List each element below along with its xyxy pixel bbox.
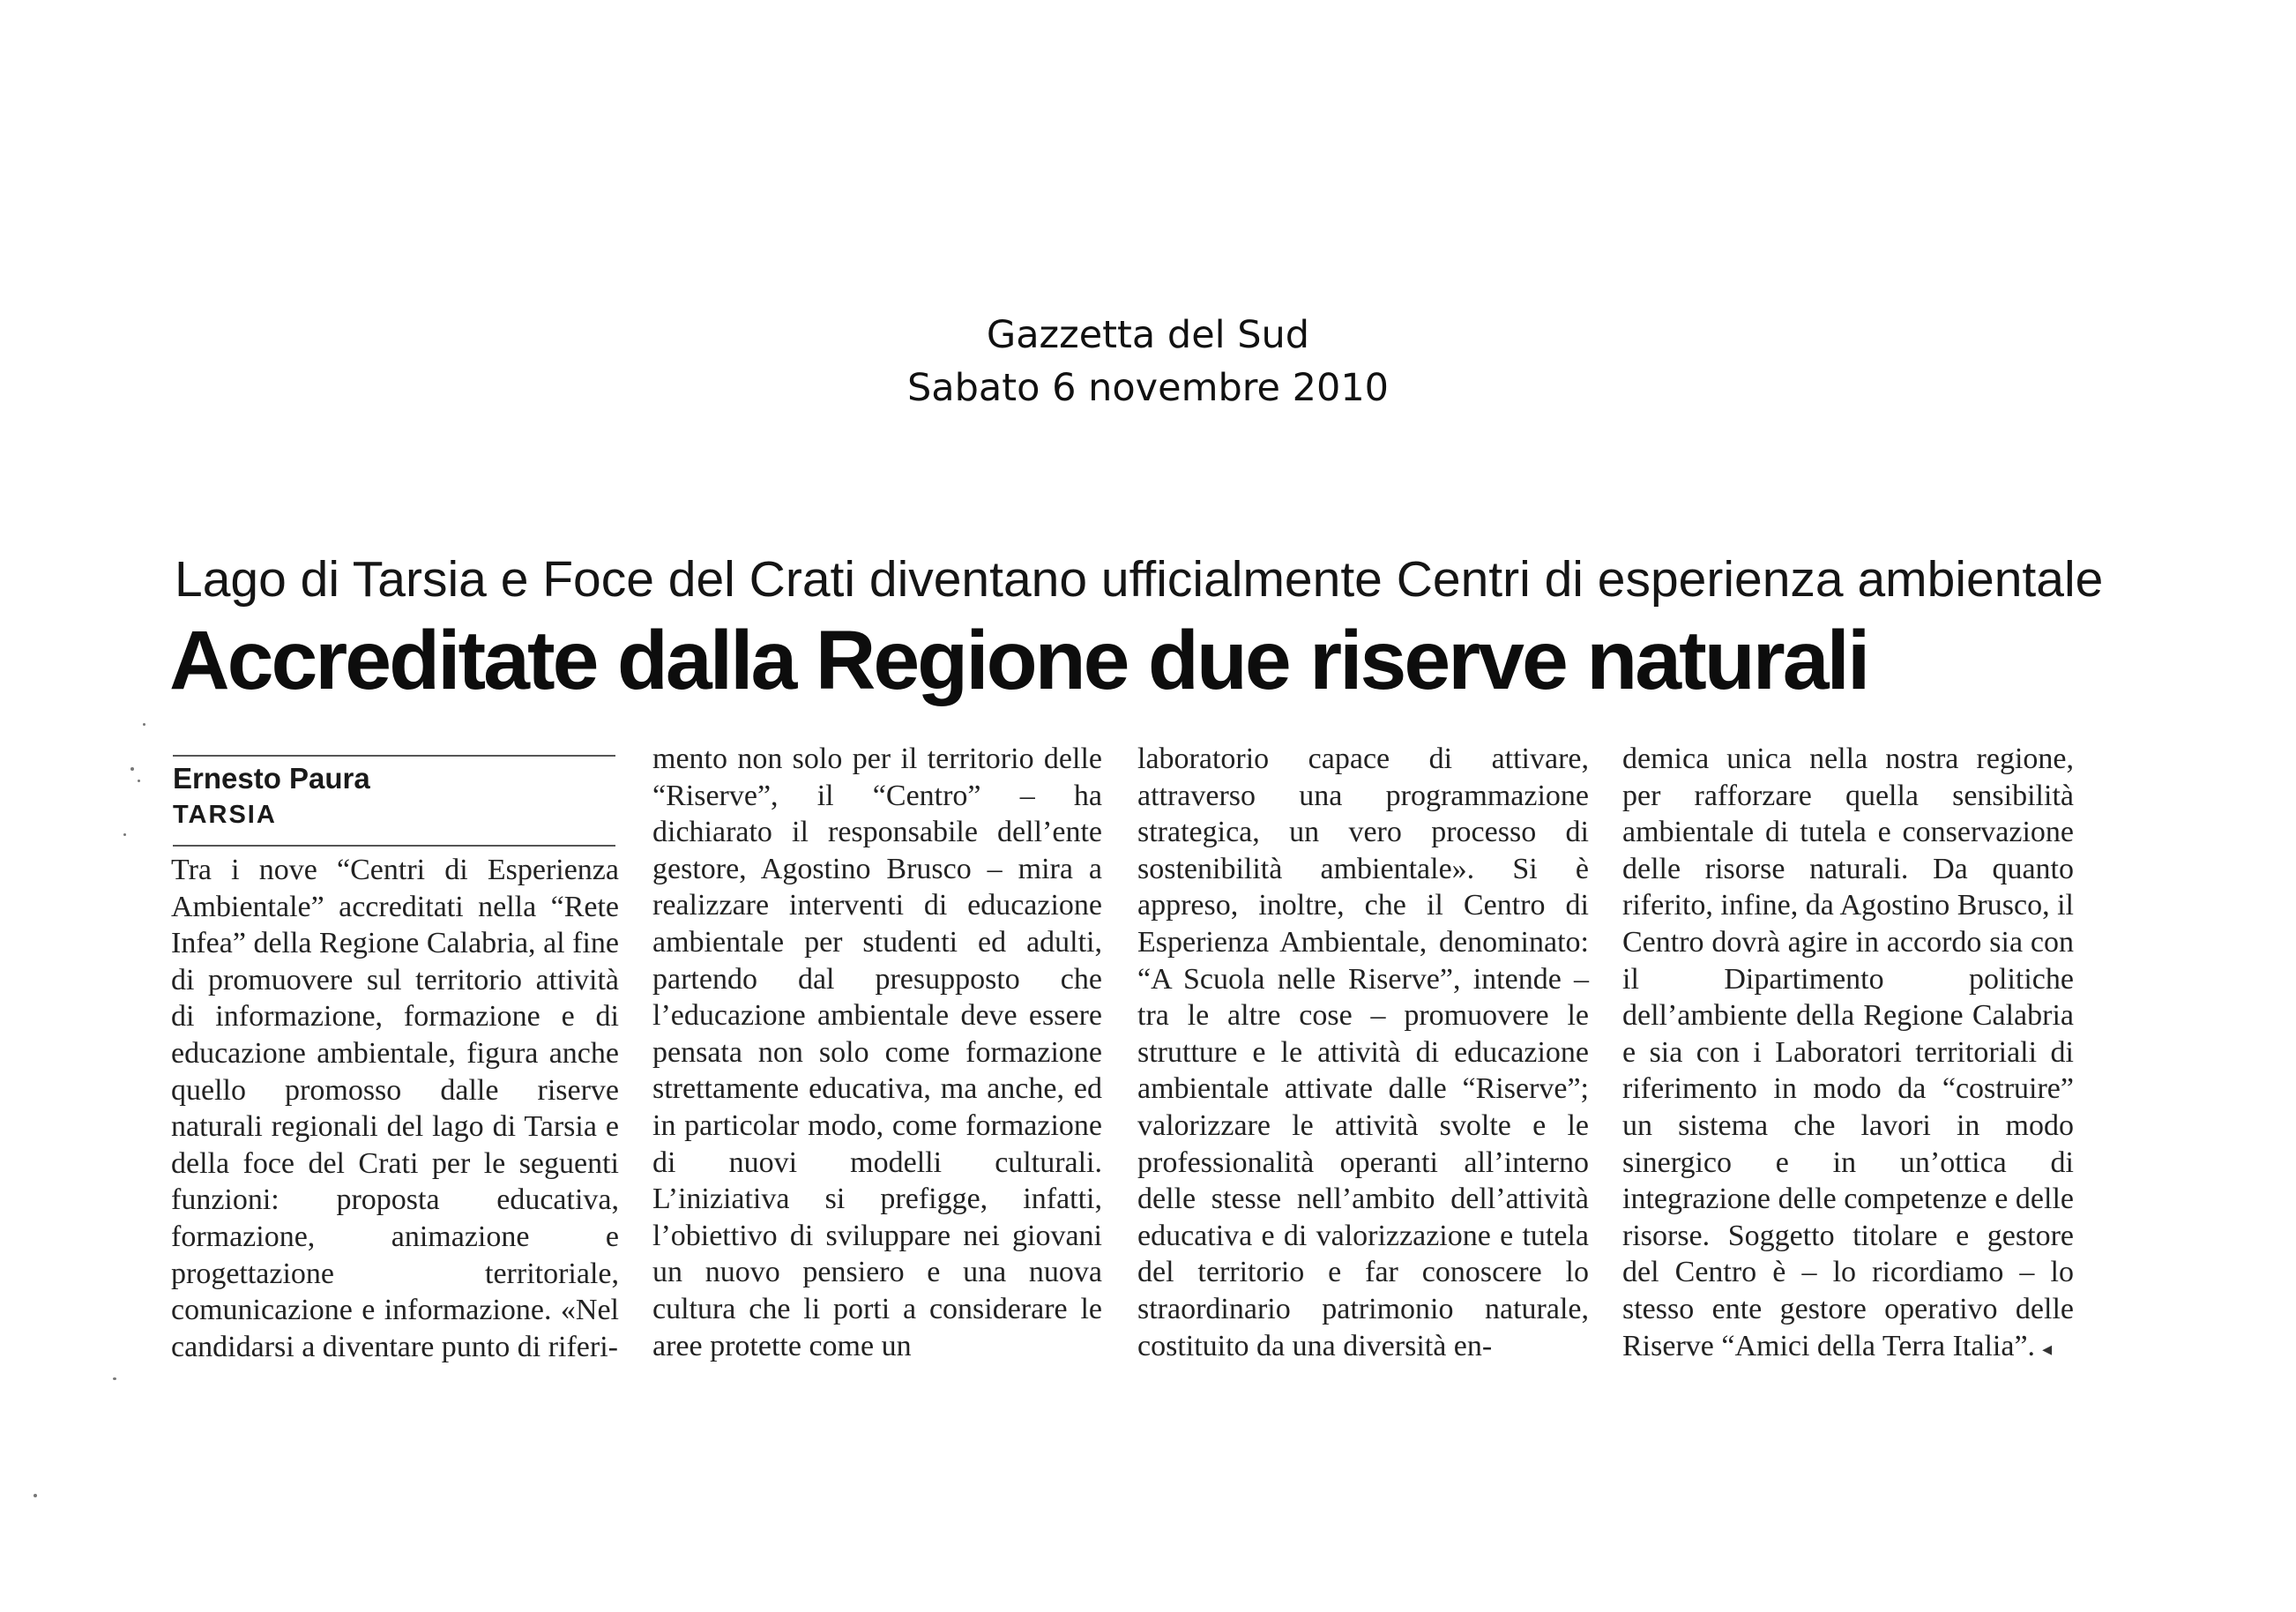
article-column-1: Tra i nove “Centri di Esperienza Ambientale” accreditati nella “Rete Infea” della Regione Calabria, al fine di promuovere sul territorio attività di informazione, formazione e di educazione ambientale, figura anche quello promosso dalle riserve naturali regionali del lago di Tarsia e della foce del Crati per le seguenti funzioni: proposta educativa, formazione, animazione e progettazione territoriale, comunicazione e informazione. «Nel candidarsi a diventare punto di riferi- — [171, 854, 619, 1363]
article-column-4 — [1622, 741, 2074, 1367]
end-of-article-mark: ◂ — [2042, 1337, 2053, 1360]
scan-speck — [143, 723, 145, 726]
byline-top-rule — [173, 755, 615, 757]
article-headline: Accreditate dalla Regione due riserve naturali — [169, 614, 1868, 707]
dateline-place: TARSIA — [173, 801, 277, 829]
article-kicker: Lago di Tarsia e Foce del Crati diventano ufficialmente Centri di esperienza ambientale — [175, 551, 2104, 608]
publication-name: Gazzetta del Sud — [986, 313, 1310, 357]
article-column-3: laboratorio capace di attivare, attraverso una programmazione strategica, un vero processo di sostenibilità ambientale». Si è appreso, inoltre, che il Centro di Esperienza Ambientale, denominato: “A Scuola nelle Riserve”, intende – tra le altre cose – promuovere le strutture e le attività di educazione ambientale attivate dalle “Riserve”; valorizzare le attività svolte e le professionalità operanti all’interno delle stesse nell’ambito dell’attività educativa e di valorizzazione e tutela del territorio e far conoscere lo straordinario patrimonio naturale, costituito da una diversità en- — [1137, 743, 1589, 1362]
article-column-4-text: demica unica nella nostra regione, per rafforzare quella sensibilità ambientale di tutela e conservazione delle risorse naturali. Da quanto riferito, infine, da Agostino Brusco, il Centro dovrà agire in accordo sia con il Dipartimento politiche dell’ambiente della Regione Calabria e sia con i Laboratori territoriali di riferimento in modo da “costruire” un sistema che lavori in modo sinergico e in un’ottica di integrazione delle competenze e delle risorse. Soggetto titolare e gestore del Centro è – lo ricordiamo – lo stesso ente gestore operativo delle Riserve “Amici della Terra Italia”. — [1622, 743, 2074, 1362]
source-caption — [0, 309, 2296, 414]
publication-date: Sabato 6 novembre 2010 — [906, 366, 1390, 410]
scan-speck — [34, 1494, 37, 1497]
byline — [173, 760, 370, 832]
scan-speck — [113, 1377, 116, 1380]
scan-speck — [138, 780, 140, 782]
article-column-2: mento non solo per il territorio delle “Riserve”, il “Centro” – ha dichiarato il responsabile dell’ente gestore, Agostino Brusco – mira a realizzare interventi di educazione ambientale per studenti ed adulti, partendo dal presupposto che l’educazione ambientale deve essere pensata non solo come formazione strettamente educativa, ma anche, ed in particolar modo, come formazione di nuovi modelli culturali. L’iniziativa si prefigge, infatti, l’obiettivo di sviluppare nei giovani un nuovo pensiero e una nuova cultura che li porti a considerare le aree protette come un — [652, 743, 1102, 1362]
scan-speck — [123, 833, 126, 836]
author-name: Ernesto Paura — [173, 762, 370, 795]
byline-bottom-rule — [173, 845, 615, 847]
scan-speck — [130, 767, 134, 771]
